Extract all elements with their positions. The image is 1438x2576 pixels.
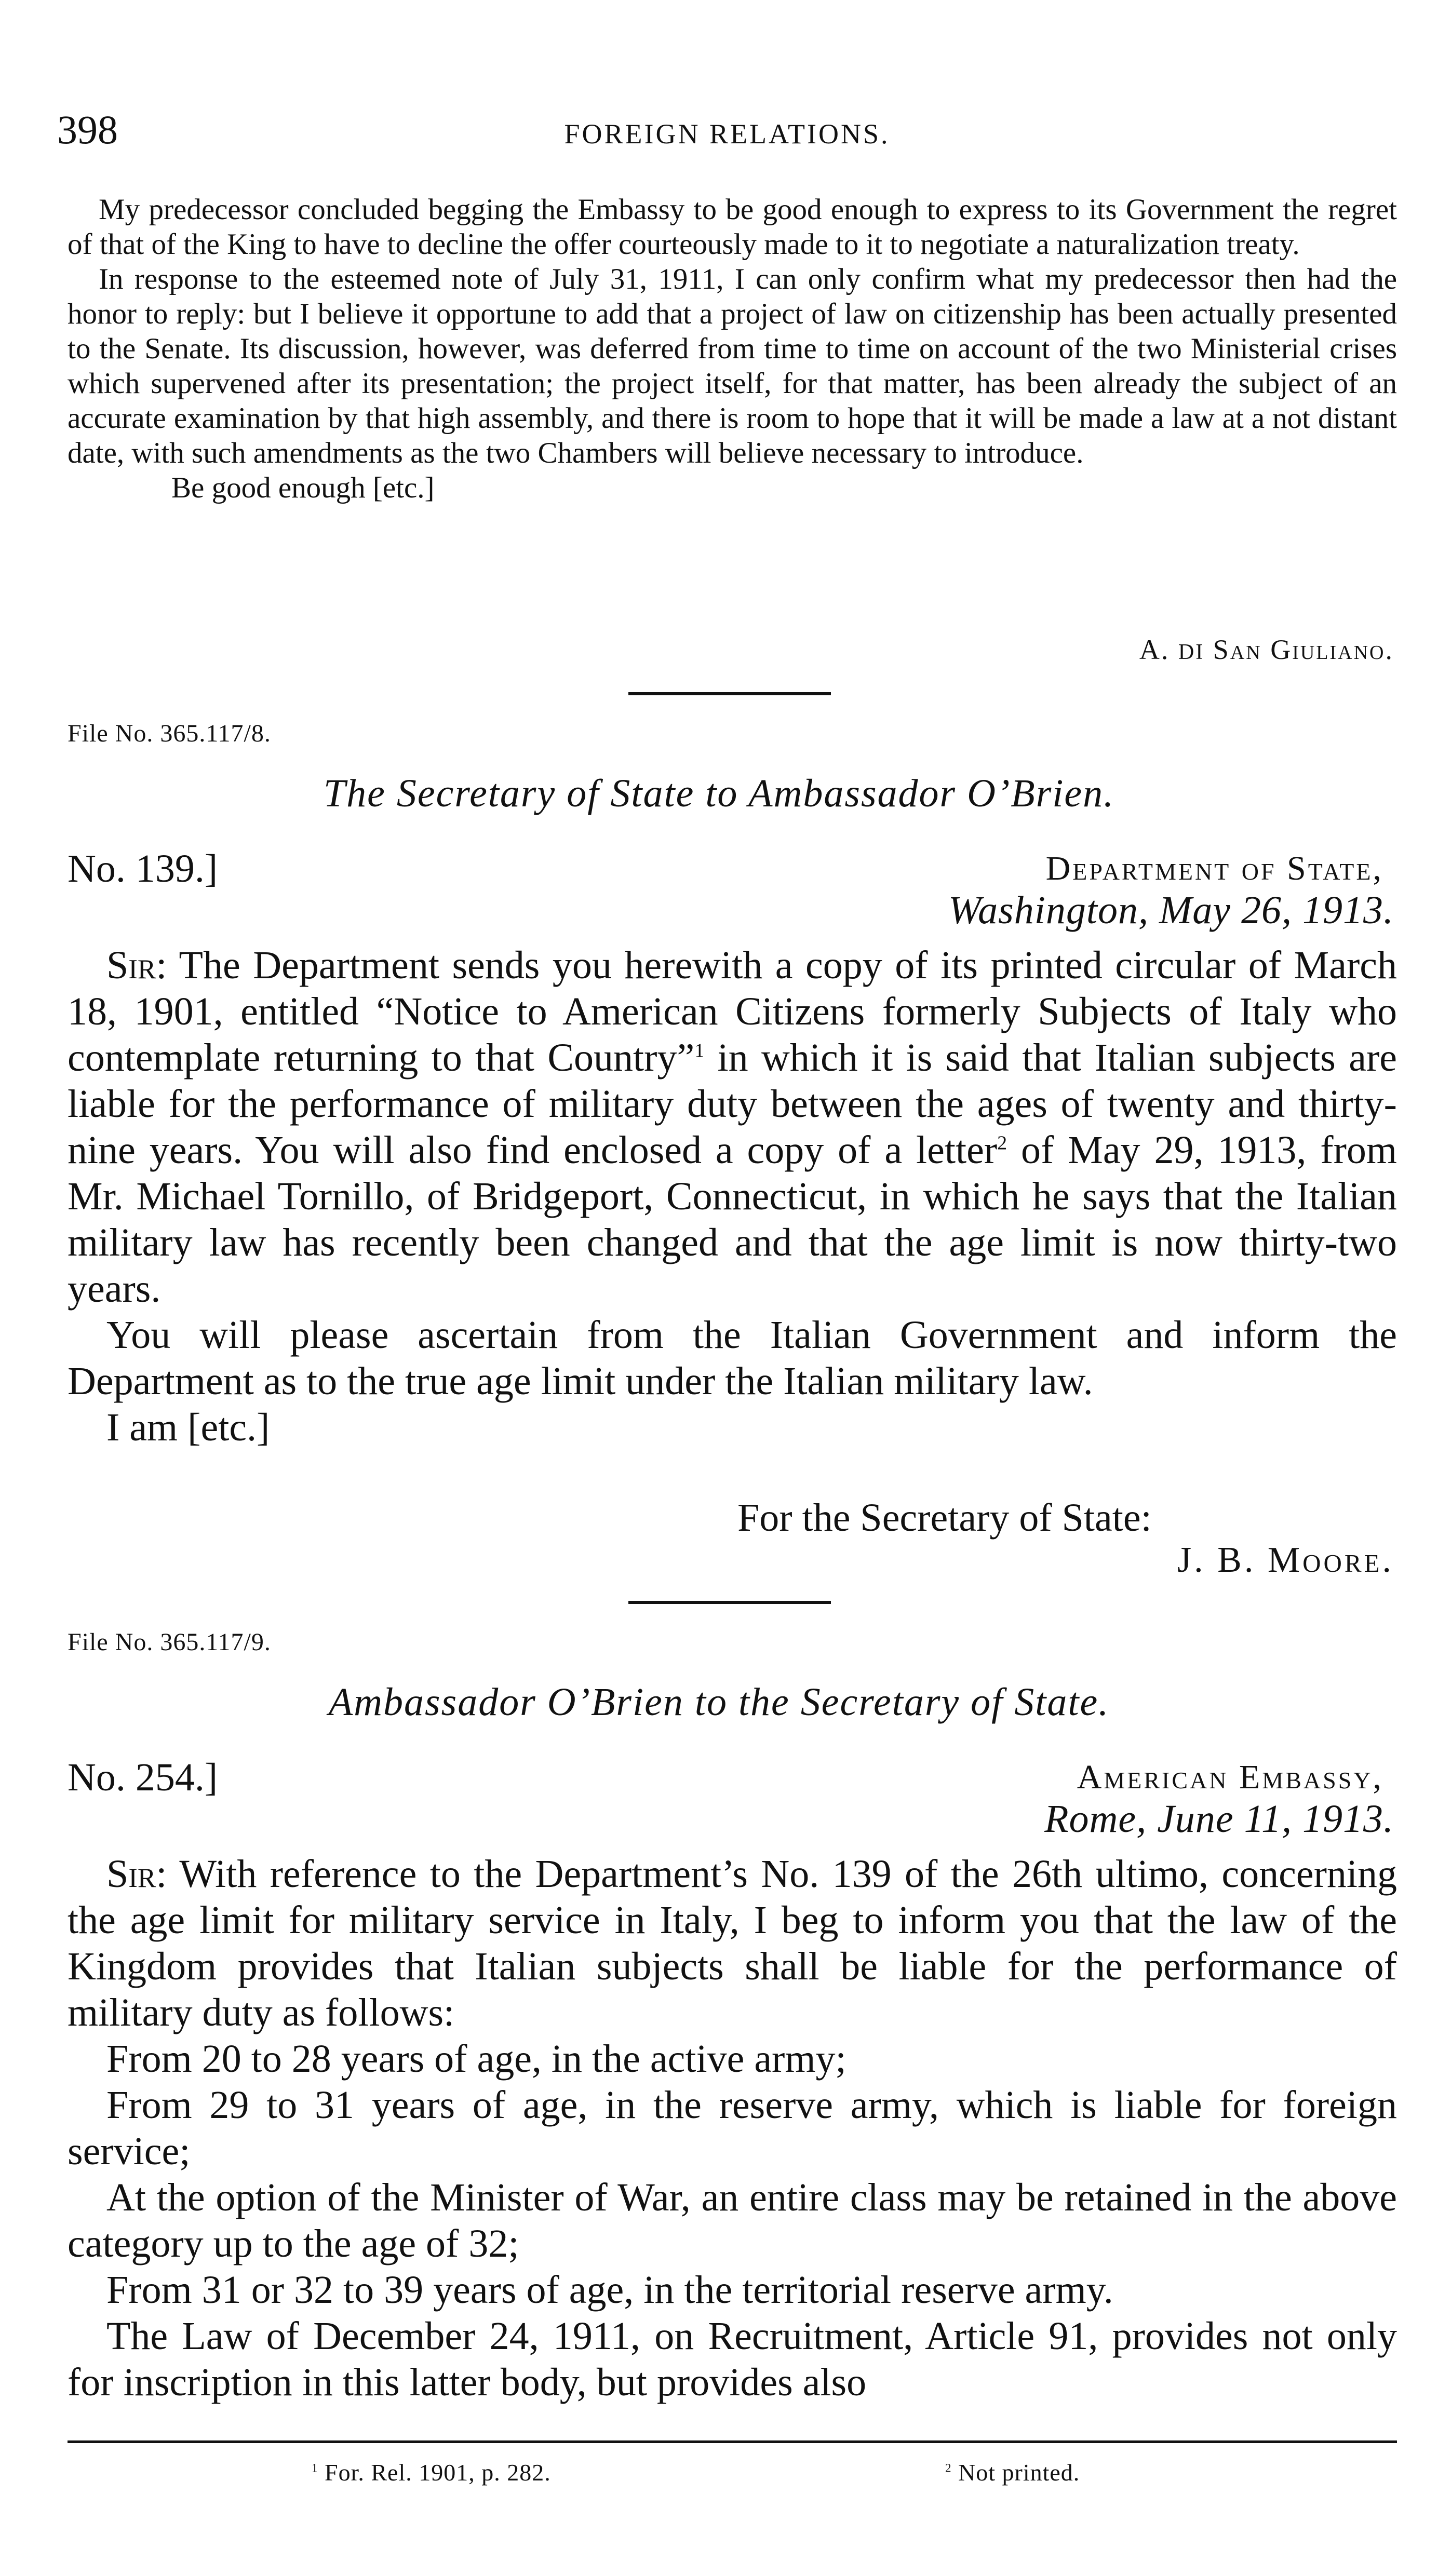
paragraph: [68, 1851, 1397, 2036]
footnote-ref: 2: [997, 1132, 1007, 1154]
list-item: From 20 to 28 years of age, in the active army;: [106, 2037, 846, 2081]
file-number: File No. 365.117/8.: [68, 720, 271, 747]
footnote: [945, 2459, 1080, 2486]
running-head: FOREIGN RELATIONS.: [564, 118, 890, 150]
prior-letter-body: [68, 192, 1397, 505]
letter-origin: Department of State,: [1045, 849, 1383, 887]
footnote-divider: [68, 2440, 1397, 2443]
paragraph: [68, 942, 1397, 1312]
list-item: From 31 or 32 to 39 years of age, in the territorial reserve army.: [106, 2268, 1113, 2312]
section-divider: [628, 692, 831, 695]
closing-line: I am [etc.]: [106, 1406, 270, 1449]
closing-line: Be good enough [etc.]: [171, 471, 435, 504]
paragraph-text: in which it is said that Italian subjects are liable for the performance of military duty between the ages of twenty and thirty-nine years. You will also find enclosed a copy of a letter: [68, 1036, 1397, 1172]
signature-initial: A.: [1139, 634, 1170, 665]
list-item: At the option of the Minister of War, an entire class may be retained in the above category up to the age of 32;: [68, 2176, 1397, 2265]
letter-heading: The Secretary of State to Ambassador O’Brien.: [323, 772, 1115, 815]
letter-body: [68, 1851, 1397, 2406]
list-item: From 29 to 31 years of age, in the reserve army, which is liable for foreign service;: [68, 2083, 1397, 2173]
paragraph: The Law of December 24, 1911, on Recruitment, Article 91, provides not only for inscription in this latter body, but provides also: [68, 2314, 1397, 2404]
salutation: Sir: [106, 1852, 156, 1896]
signer-name: J. B. Moore.: [1177, 1540, 1394, 1580]
letter-place-date: Washington, May 26, 1913.: [948, 888, 1394, 932]
file-number: File No. 365.117/9.: [68, 1628, 271, 1656]
footnote-ref: 1: [694, 1040, 705, 1062]
footnote: [312, 2459, 551, 2486]
letter-number: No. 139.]: [68, 847, 218, 891]
paragraph-text: : The Department sends you herewith a copy of its printed circular of March 18, 1901, entitled “Notice to American Citizens formerly Subjects of Italy who contemplate returning to that Country”: [68, 943, 1397, 1080]
footnote-text: For. Rel. 1901, p. 282.: [325, 2459, 551, 2486]
letter-heading: Ambassador O’Brien to the Secretary of State.: [328, 1680, 1110, 1724]
footnote-marker: 2: [945, 2461, 952, 2475]
paragraph-text: of May 29, 1913, from Mr. Michael Tornillo, of Bridgeport, Connecticut, in which he says that the Italian military law has recently been changed and that the age limit is now thirty-two years.: [68, 1128, 1397, 1311]
letter-origin: American Embassy,: [1077, 1758, 1383, 1796]
signature-particle: DI: [1178, 640, 1205, 664]
paragraph: In response to the esteemed note of July 31, 1911, I can only confirm what my predecessor then had the honor to reply: but I believe it opportune to add that a project of law on citizenship has been actually presented to the Senate. Its discussion, however, was deferred from time to time on account of the two Ministerial crises which supervened after its presentation; the project itself, for that matter, has been already the subject of an accurate examination by that high assembly, and there is room to hope that it will be made a law at a not distant date, with such amendments as the two Chambers will believe necessary to introduce.: [68, 263, 1397, 469]
letter-body: [68, 942, 1397, 1451]
footnote-marker: 1: [312, 2461, 318, 2475]
paragraph-text: : With reference to the Department’s No. 139 of the 26th ultimo, concerning the age limit for military service in Italy, I beg to inform you that the law of the Kingdom provides that Italian subjects shall be liable for the performance of military duty as follows:: [68, 1852, 1397, 2034]
letter-number: No. 254.]: [68, 1756, 218, 1799]
closing-for-line: For the Secretary of State:: [737, 1496, 1152, 1540]
page-header: [57, 106, 1397, 153]
paragraph: You will please ascertain from the Italian Government and inform the Department as to the true age limit under the Italian military law.: [68, 1313, 1397, 1403]
signature-name: San Giuliano.: [1213, 634, 1394, 665]
page-number: 398: [57, 107, 118, 152]
paragraph: My predecessor concluded begging the Embassy to be good enough to express to its Government the regret of that of the King to have to decline the offer courteously made to it to negotiate a naturalization treaty.: [68, 193, 1397, 261]
section-divider: [628, 1601, 831, 1604]
prior-letter-signature: [1139, 633, 1394, 666]
footnote-text: Not printed.: [958, 2459, 1080, 2486]
salutation: Sir: [106, 943, 156, 987]
letter-place-date: Rome, June 11, 1913.: [1044, 1797, 1394, 1841]
